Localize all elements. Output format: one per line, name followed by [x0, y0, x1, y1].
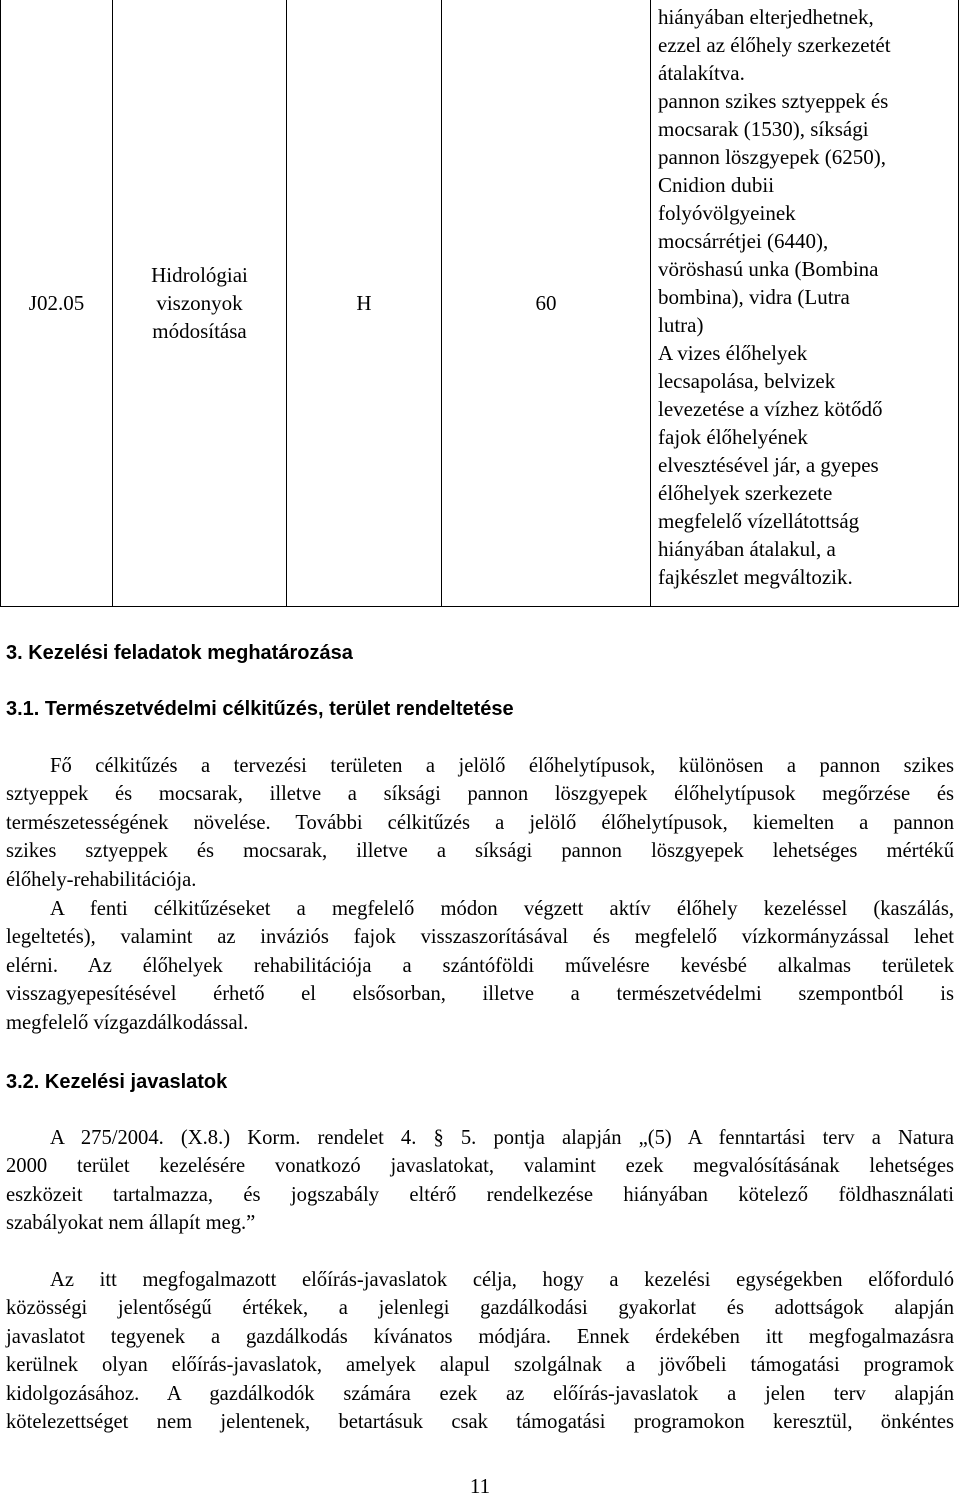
text-line: eszközeit tartalmazza, és jogszabály eltérő rendelkezése hiányában kötelező földhasználati [6, 1183, 954, 1206]
text-line: megfelelő vízgazdálkodással. [6, 1011, 249, 1034]
text-line: A fenti célkitűzéseket a megfelelő módon végzett aktív élőhely kezeléssel (kaszálás, [50, 898, 954, 920]
section-3-1-heading: 3.1. Természetvédelmi célkitűzés, terület rendeltetése [6, 698, 514, 720]
text-line: kötelezettséget nem jelentenek, betartásuk csak támogatási programokon keresztül, önkéntes [6, 1410, 954, 1433]
section-3-2-paragraph-1 [6, 1124, 954, 1238]
text-line: élőhely-rehabilitációja. [6, 868, 197, 891]
pressure-description: hiányában elterjedhetnek, ezzel az élőhely szerkezetét átalakítva. pannon szikes sztyeppek és mocsarak (1530), síksági pannon löszgyepek (6250), Cnidion dubii folyóvölgyeinek mocsárrétjei (6440), vöröshasú unka (Bombina bombina), vidra (Lutra lutra) A vizes élőhelyek lecsapolása, belvizek levezetése a vízhez kötődő fajok élőhelyének elvesztésével jár, a gyepes élőhelyek szerkezete megfelelő vízellátottság hiányában átalakul, a fajkészlet megváltozik. [658, 5, 891, 589]
table-cell-category [287, 0, 441, 606]
text-line: legeltetés), valamint az inváziós fajok visszaszorításával és megfelelő vízkormányzással lehet [6, 926, 954, 949]
page-number: 11 [469, 1474, 491, 1498]
table-cell-pressure-name [113, 0, 286, 606]
section-3-1-paragraph-2 [6, 895, 954, 1037]
table-cell-code [1, 0, 112, 606]
pressure-name-line: módosítása [152, 319, 247, 343]
habitat-pressure-table [0, 0, 959, 607]
text-line: szabályokat nem állapít meg.” [6, 1212, 256, 1235]
text-line: természetességének növelése. További célkitűzés a jelölő élőhelytípusok, kiemelten a pannon [6, 811, 954, 834]
text-line: 2000 terület kezelésére vonatkozó javaslatokat, valamint ezek megvalósításának lehetséges [6, 1155, 954, 1178]
text-line: kidolgozásához. A gazdálkodók számára ezek az előírás-javaslatok a jelen terv alapján [6, 1382, 954, 1405]
table-border-bottom [0, 606, 959, 607]
text-line: elérni. Az élőhelyek rehabilitációja a szántóföldi művelésre kevésbé alkalmas területek [6, 954, 954, 977]
text-line: közösségi jelentőségű értékek, a jelenlegi gazdálkodási gyakorlat és adottságok alapján [6, 1297, 954, 1320]
pressure-category: H [356, 291, 372, 315]
text-line: A 275/2004. (X.8.) Korm. rendelet 4. § 5. pontja alapján „(5) A fenntartási terv a Natura [50, 1127, 954, 1149]
table-divider [650, 0, 651, 607]
pressure-value: 60 [535, 291, 557, 315]
pressure-name-line: viszonyok [156, 291, 243, 315]
text-line: sztyeppek és mocsarak, illetve a síksági pannon löszgyepek élőhelytípusok megőrzése és [6, 783, 954, 806]
section-3-2-heading: 3.2. Kezelési javaslatok [6, 1071, 228, 1093]
text-line: kerülnek olyan előírás-javaslatok, amelyek alapul szolgálnak a jövőbeli támogatási programok [6, 1354, 954, 1377]
pressure-code: J02.05 [28, 291, 85, 315]
section-3-heading: 3. Kezelési feladatok meghatározása [6, 642, 353, 664]
section-3-1-paragraph-1 [6, 752, 954, 894]
table-cell-value [442, 0, 650, 606]
table-border-right [958, 0, 959, 607]
text-line: szikes sztyeppek és mocsarak, illetve a síksági pannon löszgyepek lehetséges mértékű [6, 840, 954, 863]
text-line: Az itt megfogalmazott előírás-javaslatok célja, hogy a kezelési egységekben előforduló [50, 1269, 954, 1291]
text-line: javaslatot tegyenek a gazdálkodás kívánatos módjára. Ennek érdekében itt megfogalmazásra [6, 1325, 954, 1348]
text-line: Fő célkitűzés a tervezési területen a jelölő élőhelytípusok, különösen a pannon szikes [50, 755, 954, 777]
section-3-2-paragraph-2 [6, 1266, 954, 1436]
pressure-name-line: Hidrológiai [151, 263, 248, 287]
text-line: visszagyepesítésével érhető el elsősorban, illetve a természetvédelmi szempontból is [6, 983, 954, 1006]
